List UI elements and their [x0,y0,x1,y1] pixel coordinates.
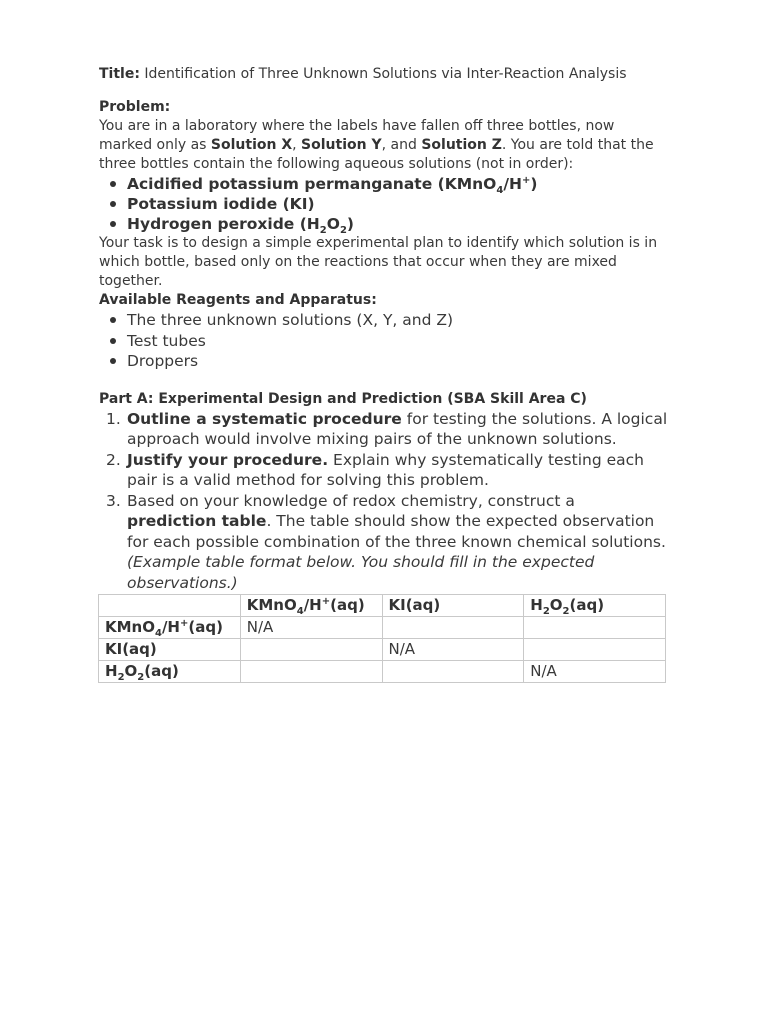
row-header-kmno4: KMnO$_4$/H+(aq) [99,617,241,639]
solutions-list [99,174,669,237]
table-cell: N/A [240,617,382,639]
table-cell [382,661,524,683]
list-item: The three unknown solutions (X, Y, and Z) [127,310,669,331]
solution-x-label: Solution X [210,137,293,153]
solution-z-label: Solution Z [421,137,502,153]
row-header-h2o2: $H_2O_2(aq)$ [99,661,241,683]
list-item: Potassium iodide (KI) [127,194,669,214]
list-item: Hydrogen peroxide $(H_2O_2)$ [127,214,669,234]
table-cell [524,639,666,661]
list-item: Droppers [127,351,669,372]
column-header-h2o2: $H_2O_2(aq)$ [524,595,666,617]
reagents-heading: Available Reagents and Apparatus: [99,292,377,308]
part-a-heading: Part A: Experimental Design and Prediction (SBA Skill Area C) [99,390,587,407]
list-item: 3. Based on your knowledge of redox chemistry, construct a prediction table. The table should show the expected observation for each possible combination of the three known chemical solutions. (Example table format below. You should fill in the expected observations.) [106,491,666,592]
title-text: Identification of Three Unknown Solutions via Inter-Reaction Analysis [144,66,627,82]
problem-intro: You are in a laboratory where the labels have fallen off three bottles, now marked only as Solution X, Solution Y, and Solution Z. You are told that the three bottles contain the following aqueous solutions (not in order): [99,118,654,172]
column-header-kmno4: KMnO$_4$/H+(aq) [240,595,382,617]
table-cell [240,639,382,661]
list-item: Acidified potassium permanganate (KMnO$_4$/H+) [127,174,669,194]
table-cell: N/A [382,639,524,661]
table-cell: N/A [524,661,666,683]
table-cell [524,617,666,639]
list-item: 2. Justify your procedure. Explain why systematically testing each pair is a valid method for solving this problem. [106,450,644,489]
task-description: Your task is to design a simple experimental plan to identify which solution is in which bottle, based only on the reactions that occur when they are mixed together. [99,235,658,289]
prediction-table [98,594,666,683]
table-row [99,639,666,661]
reagents-list [99,310,669,372]
list-item: 1. Outline a systematic procedure for testing the solutions. A logical approach would involve mixing pairs of the unknown solutions. [106,409,668,448]
solution-y-label: Solution Y [301,137,382,153]
problem-heading: Problem: [99,99,171,115]
document-title [99,64,669,84]
part-a-list [99,409,669,594]
table-cell-corner [99,595,241,617]
table-row [99,617,666,639]
row-header-ki: KI(aq) [99,639,241,661]
table-row [99,661,666,683]
column-header-ki: KI(aq) [382,595,524,617]
table-row [99,595,666,617]
table-cell [240,661,382,683]
list-item: Test tubes [127,331,669,352]
table-cell [382,617,524,639]
title-label: Title: [99,66,140,82]
